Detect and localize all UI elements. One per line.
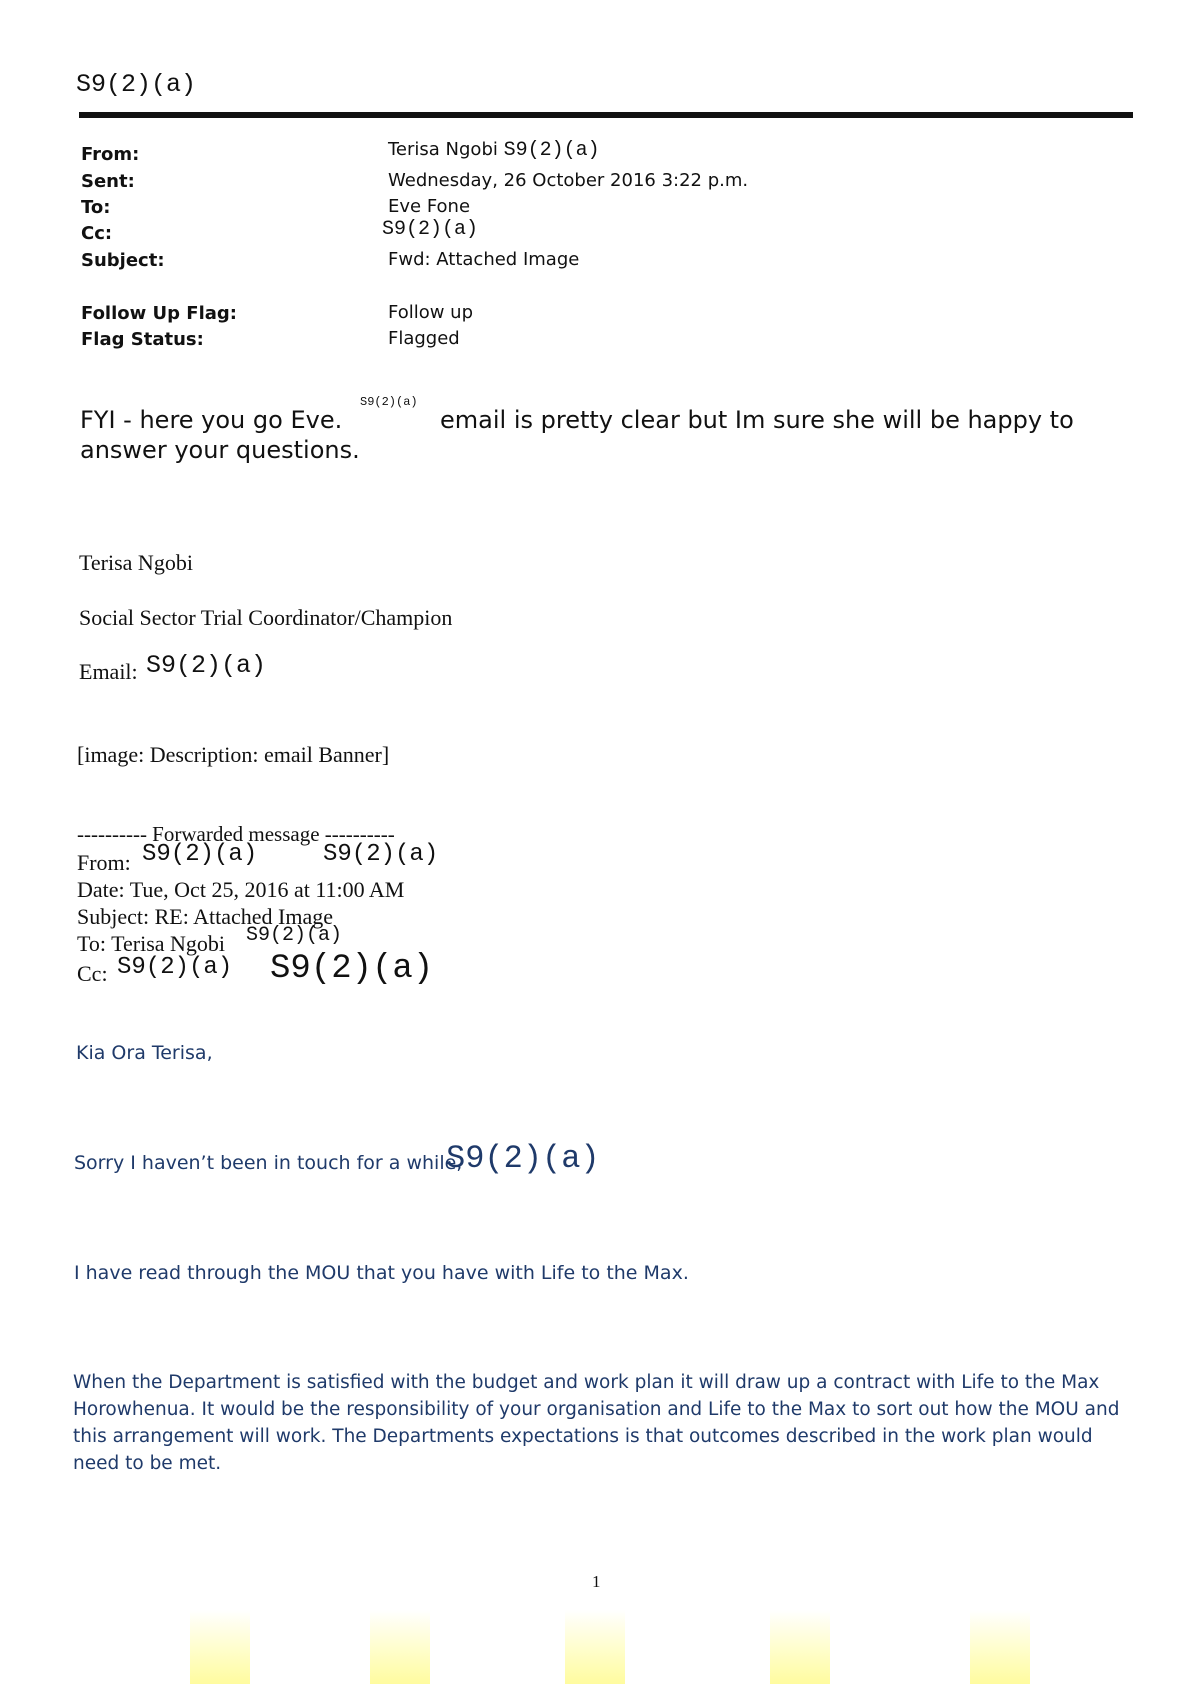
flag-status-value: Flagged [388,328,460,349]
forwarded-to-label: To: Terisa Ngobi [77,931,226,956]
sorry-redaction: S9(2)(a) [446,1140,600,1177]
follow-up-flag-value: Follow up [388,302,474,323]
flag-status-label: Flag Status: [81,329,204,350]
scan-artifact [190,1610,250,1684]
subject-label: Subject: [81,250,165,271]
from-redaction: S9(2)(a) [503,139,600,162]
scan-artifact [565,1610,625,1684]
from-value [388,139,600,162]
header-divider [79,112,1133,118]
sent-label: Sent: [81,171,135,192]
forwarded-from-label: From: [77,850,131,875]
signature-email-label: Email: [79,659,138,684]
to-value: Eve Fone [388,196,471,217]
email-banner-placeholder: [image: Description: email Banner] [77,742,390,767]
top-redaction-stamp: S9(2)(a) [76,70,197,99]
scan-artifact [970,1610,1030,1684]
subject-value: Fwd: Attached Image [388,249,580,270]
contract-paragraph: When the Department is satisfied with the budget and work plan it will draw up a contract with Life to the Max Horowhenua. It would be the responsibility of your organisation and Life to the Max to sort out how the MOU and this arrangement will work. The Departments expectations is that outcomes described in the work plan would need to be met. [73,1372,1120,1474]
forwarded-cc-redaction-2: S9(2)(a) [270,950,434,988]
cc-label: Cc: [81,223,113,244]
forwarded-to-redaction: S9(2)(a) [246,924,343,947]
sent-value: Wednesday, 26 October 2016 3:22 p.m. [388,170,749,191]
mou-line: I have read through the MOU that you have with Life to the Max. [74,1262,689,1284]
cc-redaction: S9(2)(a) [382,218,479,241]
from-name: Terisa Ngobi [388,139,498,160]
scan-artifact [370,1610,430,1684]
greeting: Kia Ora Terisa, [76,1042,213,1064]
sorry-line: Sorry I haven’t been in touch for a while, [74,1152,463,1174]
intro-part-2: email is pretty clear but Im sure she will be happy to [440,406,1074,434]
forwarded-cc-label: Cc: [77,961,108,986]
intro-small-redaction: S9(2)(a) [360,395,418,409]
follow-up-flag-label: Follow Up Flag: [81,303,237,324]
from-label: From: [81,144,140,165]
intro-line-2: answer your questions. [80,436,360,464]
forwarded-date: Date: Tue, Oct 25, 2016 at 11:00 AM [77,877,405,902]
intro-part-1: FYI - here you go Eve. [80,406,343,434]
scan-artifact [770,1610,830,1684]
forwarded-from-redaction-1: S9(2)(a) [142,841,258,868]
signature-name: Terisa Ngobi [79,550,193,575]
to-label: To: [81,197,111,218]
forwarded-from-redaction-2: S9(2)(a) [323,841,439,868]
forwarded-cc-redaction-1: S9(2)(a) [117,954,233,981]
forwarded-subject: Subject: RE: Attached Image [77,904,333,929]
forwarded-divider: ---------- Forwarded message ---------- [77,822,395,846]
signature-email-redaction: S9(2)(a) [146,651,267,680]
signature-title: Social Sector Trial Coordinator/Champion [79,605,453,630]
page-number: 1 [592,1572,601,1591]
